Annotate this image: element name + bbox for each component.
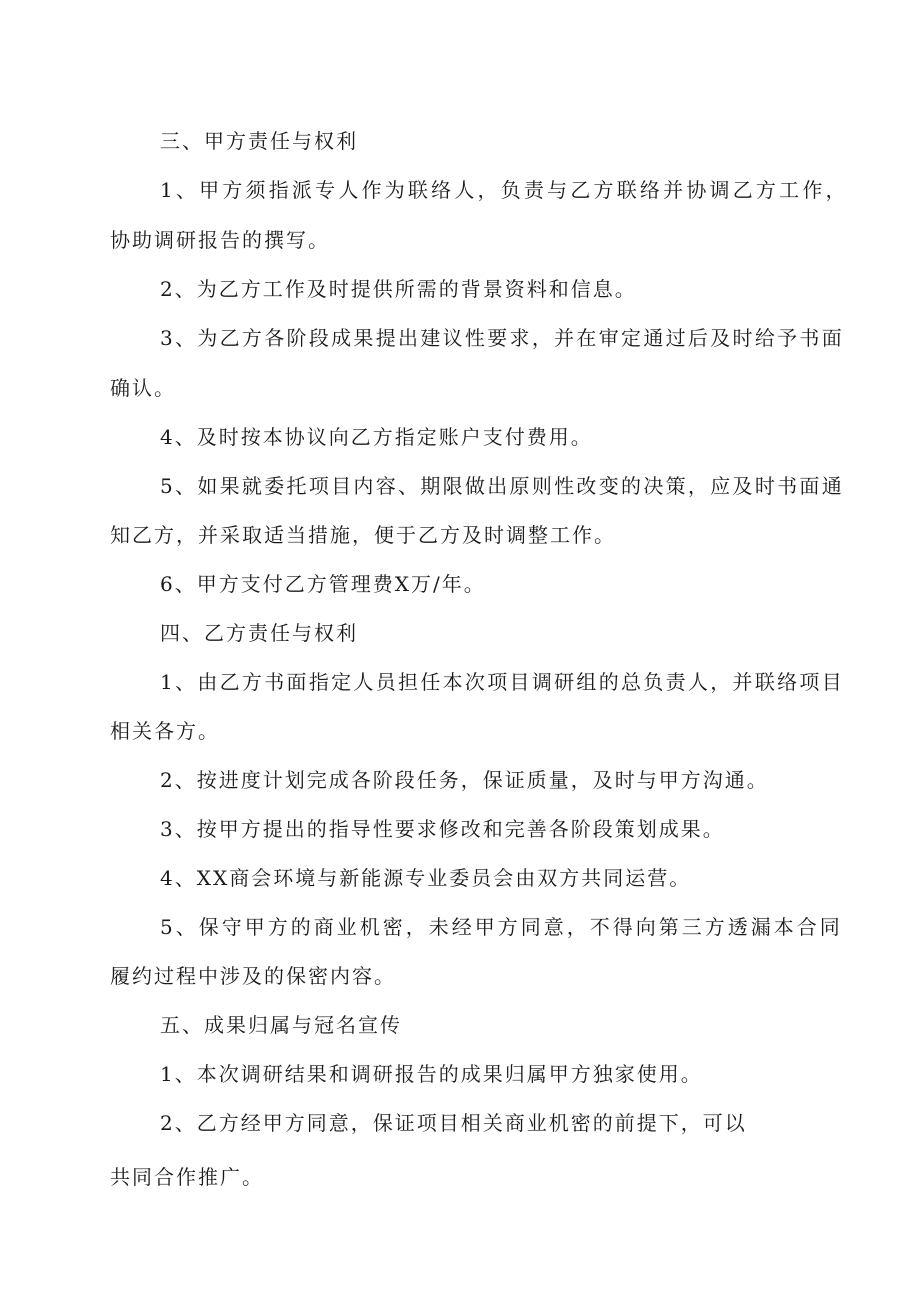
paragraph-line: 4、XX商会环境与新能源专业委员会由双方共同运营。 [160, 866, 692, 890]
paragraph-line: 知乙方，并采取适当措施，便于乙方及时调整工作。 [110, 523, 616, 547]
paragraph-line: 共同合作推广。 [110, 1165, 264, 1189]
paragraph-line: 5、如果就委托项目内容、期限做出原则性改变的决策，应及时书面通 [160, 474, 845, 498]
paragraph-line: 相关各方。 [110, 719, 220, 743]
section-heading-3: 三、甲方责任与权利 [160, 129, 358, 153]
paragraph-line: 2、乙方经甲方同意，保证项目相关商业机密的前提下，可以 [160, 1111, 747, 1135]
paragraph-line: 3、为乙方各阶段成果提出建议性要求，并在审定通过后及时给予书面 [160, 326, 845, 350]
paragraph-line: 2、按进度计划完成各阶段任务，保证质量，及时与甲方沟通。 [160, 768, 769, 792]
paragraph-line: 协助调研报告的撰写。 [110, 228, 330, 252]
paragraph-line: 履约过程中涉及的保密内容。 [110, 964, 396, 988]
paragraph-line: 6、甲方支付乙方管理费X万/年。 [160, 572, 486, 596]
paragraph-line: 确认。 [110, 376, 176, 400]
paragraph-line: 1、甲方须指派专人作为联络人，负责与乙方联络并协调乙方工作， [160, 178, 849, 202]
paragraph-line: 4、及时按本协议向乙方指定账户支付费用。 [160, 425, 593, 449]
paragraph-line: 2、为乙方工作及时提供所需的背景资料和信息。 [160, 277, 637, 301]
paragraph-line: 3、按甲方提出的指导性要求修改和完善各阶段策划成果。 [160, 817, 725, 841]
section-heading-5: 五、成果归属与冠名宣传 [160, 1013, 402, 1037]
paragraph-line: 5、保守甲方的商业机密，未经甲方同意，不得向第三方透漏本合同 [160, 915, 843, 939]
paragraph-line: 1、本次调研结果和调研报告的成果归属甲方独家使用。 [160, 1062, 703, 1086]
paragraph-line: 1、由乙方书面指定人员担任本次项目调研组的总负责人，并联络项目 [160, 670, 845, 694]
section-heading-4: 四、乙方责任与权利 [160, 621, 358, 645]
